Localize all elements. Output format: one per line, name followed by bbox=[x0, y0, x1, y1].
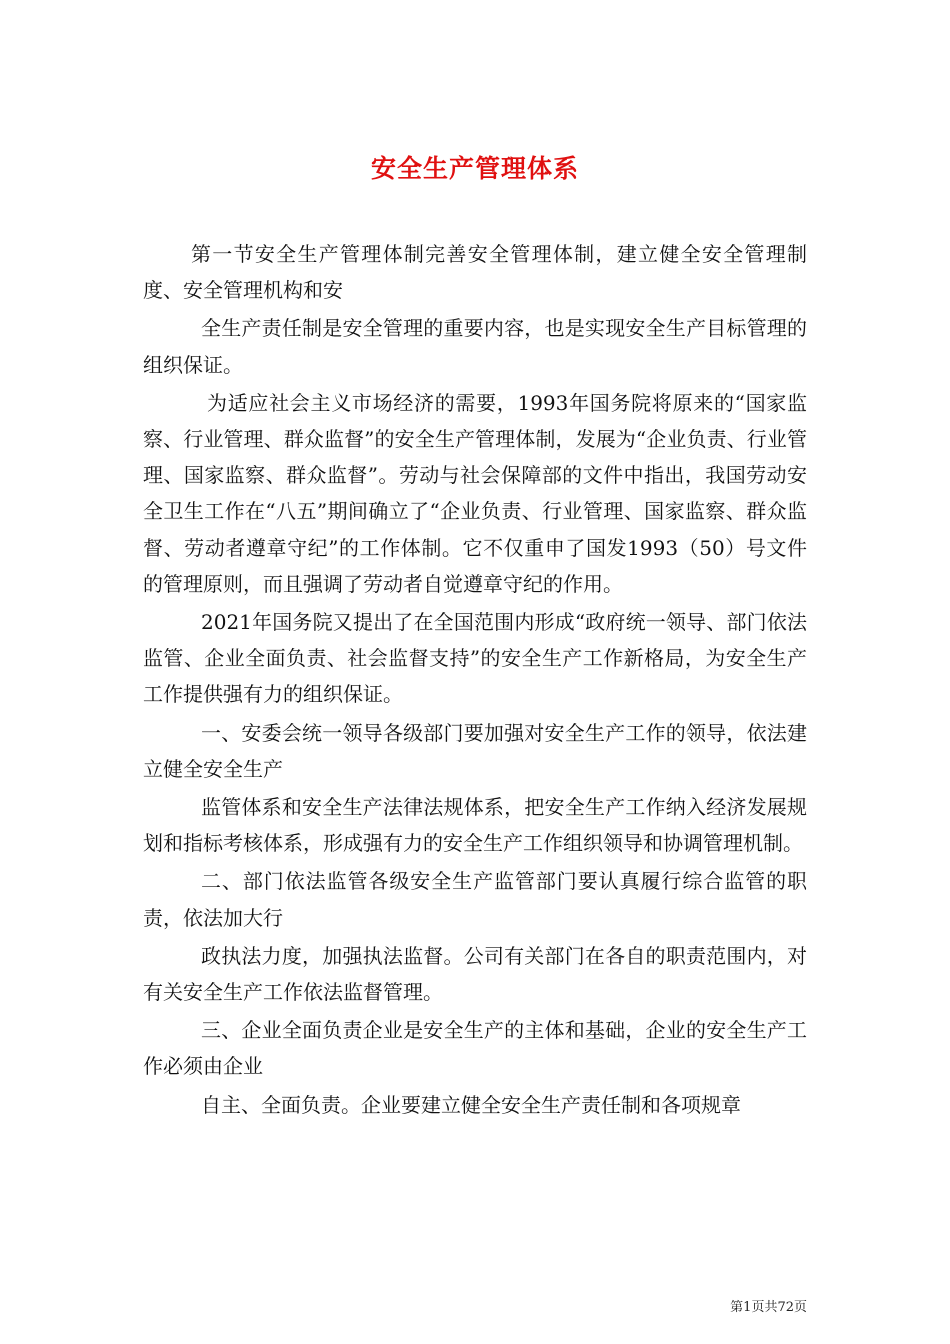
page-footer: 第1页共72页 bbox=[730, 1300, 807, 1315]
document-title: 安全生产管理体系 bbox=[370, 153, 579, 183]
body-paragraph: 政执法力度，加强执法监督。公司有关部门在各自的职责范围内，对有关安全生产工作依法监督管理。 bbox=[143, 943, 807, 1005]
body-paragraph: 2021年国务院又提出了在全国范围内形成“政府统一领导、部门依法监管、企业全面负责、社会监督支持”的安全生产工作新格局，为安全生产工作提供强有力的组织保证。 bbox=[143, 610, 807, 707]
body-paragraph: 监管体系和安全生产法律法规体系，把安全生产工作纳入经济发展规划和指标考核体系，形成强有力的安全生产工作组织领导和协调管理机制。 bbox=[143, 795, 807, 856]
body-paragraph: 二、部门依法监管各级安全生产监管部门要认真履行综合监管的职责，依法加大行 bbox=[143, 869, 807, 930]
body-paragraph: 三、企业全面负责企业是安全生产的主体和基础，企业的安全生产工作必须由企业 bbox=[143, 1018, 807, 1079]
body-paragraph: 第一节安全生产管理体制完善安全管理体制，建立健全安全管理制度、安全管理机构和安 bbox=[143, 242, 807, 303]
document-body bbox=[143, 236, 807, 1125]
body-paragraph: 全生产责任制是安全管理的重要内容，也是实现安全生产目标管理的组织保证。 bbox=[143, 316, 807, 377]
body-paragraph: 为适应社会主义市场经济的需要，1993年国务院将原来的“国家监察、行业管理、群众监督”的安全生产管理体制，发展为“企业负责、行业管理、国家监察、群众监督”。劳动与社会保障部的文件中指出，我国劳动安全卫生工作在“八五”期间确立了“企业负责、行业管理、国家监察、群众监督、劳动者遵章守纪”的工作体制。它不仅重申了国发1993（50）号文件的管理原则，而且强调了劳动者自觉遵章守纪的作用。 bbox=[143, 390, 807, 596]
body-paragraph: 一、安委会统一领导各级部门要加强对安全生产工作的领导，依法建立健全安全生产 bbox=[143, 720, 807, 781]
body-paragraph: 自主、全面负责。企业要建立健全安全生产责任制和各项规章 bbox=[201, 1092, 741, 1117]
